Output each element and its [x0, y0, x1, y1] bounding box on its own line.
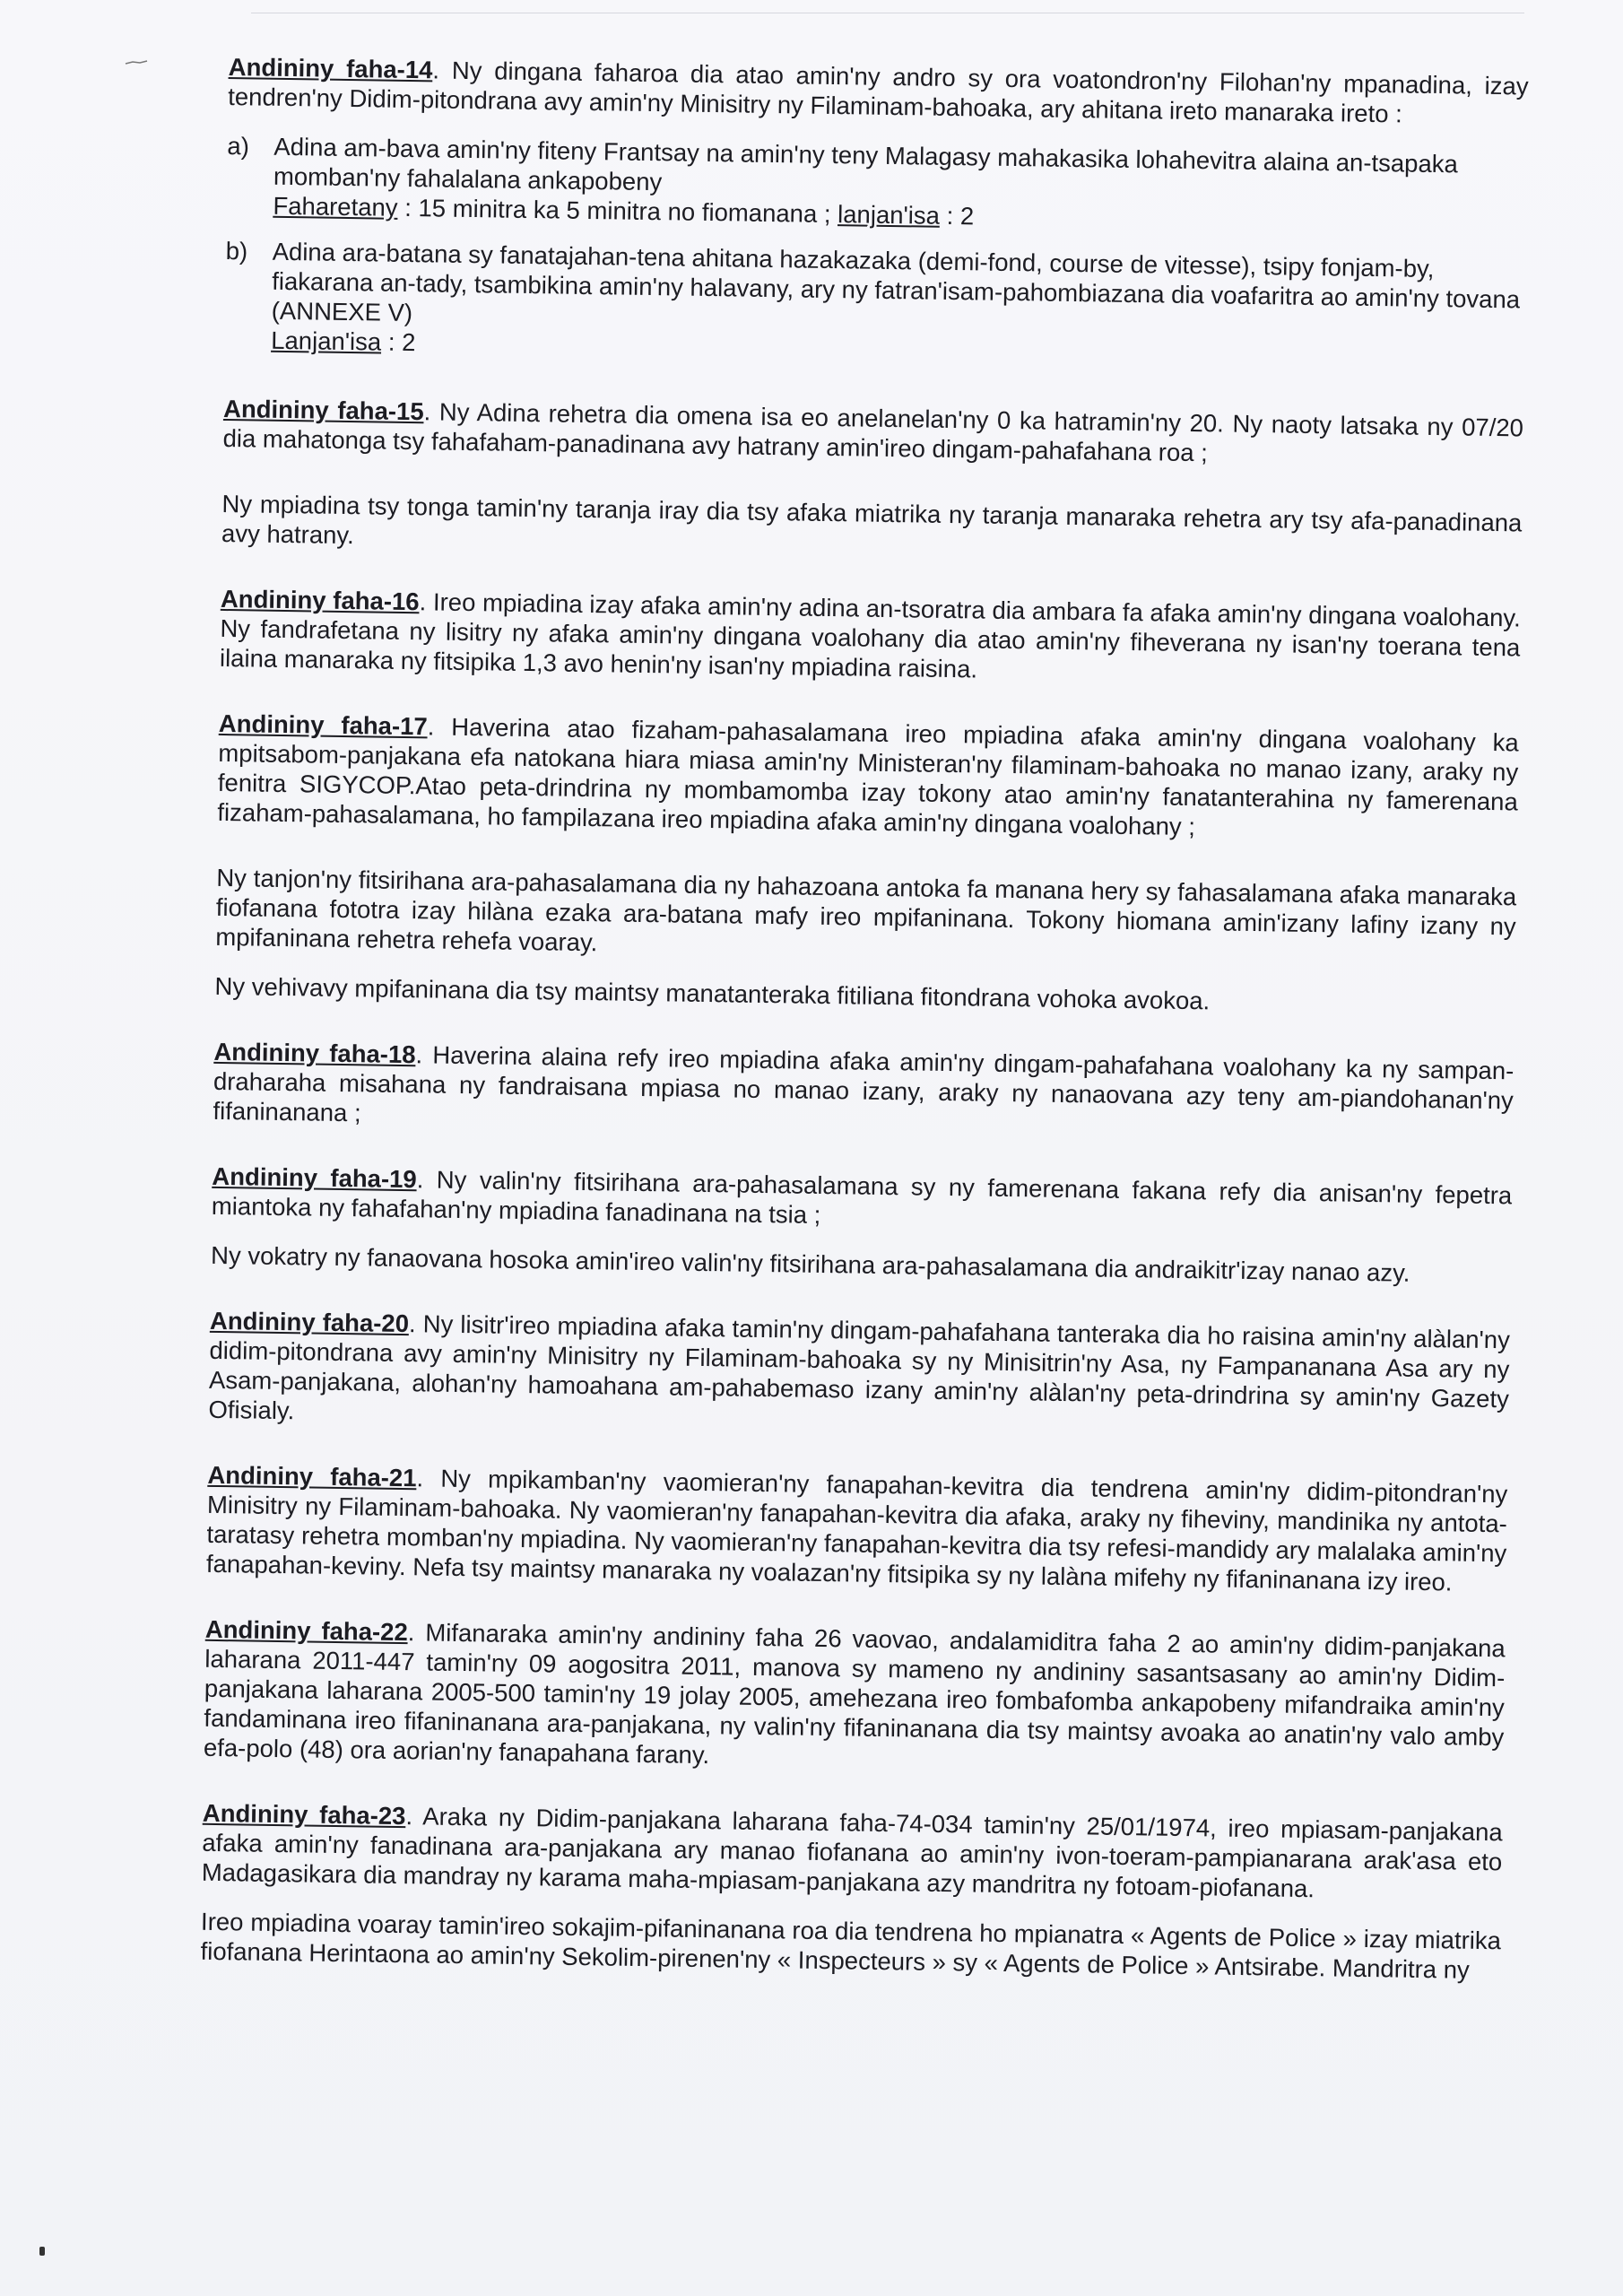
scan-speck-dot — [39, 2247, 45, 2256]
article-19: Andininy faha-19. Ny valin'ny fitsirihana ara-pahasalamana sy ny famerenana fakana refy dia anisan'ny fepetra miantoka ny fahafahan'ny mpiadina fanadinana na tsia ; — [211, 1161, 1513, 1229]
article-17-extra-1: Ny tanjon'ny fitsirihana ara-pahasalamana dia ny hahazoana antoka fa manana hery sy fahasalamana afaka manaraka fiofanana fototra izay hilàna ezaka ara-batana mafy ireo mpifaninana. Tokony hiomana amin'izany lafiny izany ny mpifaninana rehetra rehefa voaray. — [215, 863, 1517, 957]
article-23: Andininy faha-23. Araka ny Didim-panjakana laharana faha-74-034 tamin'ny 25/01/1974, ireo mpiasam-panjakana afaka amin'ny fanadinana ara-panjakana ary manao fiofanana ao amin'ny ivon-toeram-pampianarana arak'asa eto Madagasikara dia mandray ny karama maha-mpiasam-panjakana azy mandritra ny fotoam-piofanana. — [201, 1798, 1503, 1903]
article-17: Andininy faha-17. Haverina atao fizaham-pahasalamana ireo mpiadina afaka amin'ny dingana voalohany ka mpitsabom-panjakana efa natokana hiara miasa amin'ny Ministeran'ny filaminam-bahoaka no manao izany, araky ny fenitra SIGYCOP.Atao peta-drindrina ny mombamomba izay tokony atao amin'ny fanatanterahina ny famerenana fizaham-pahasalamana, ho fampilazana ireo mpiadina afaka amin'ny dingana voalohany ; — [217, 709, 1519, 841]
article-text: Mifanaraka amin'ny andininy faha 26 vaovao, andalamiditra faha 2 ao amin'ny didim-panjakana laharana 2011-447 tamin'ny 09 aogositra 2011, manova sy mameno ny andininy sasantsasany ao amin'ny Didim-panjakana laharana 2005-500 tamin'ny 19 jolay 2005, amehezana ireo fombafomba ankapobeny mifandraika amin'ny fandaminana ireo fifaninanana ara-panjakana, ny valin'ny fifaninanana dia tsy maintsy avoaka ao anatin'ny valo amby efa-polo (48) ora aorian'ny fanapahana farany. — [203, 1618, 1506, 1770]
article-text: Haverina alaina refy ireo mpiadina afaka amin'ny dingam-pahafahana voalohany ka ny sampan-draharaha misahana ny fandraisana mpiasa no manao izany, araky ny nanaovana azy teny am-piandohanan'ny fifaninanana ; — [213, 1040, 1515, 1127]
article-heading: Andininy faha-23 — [202, 1798, 406, 1831]
document-body — [200, 52, 1529, 2021]
list-item-a — [226, 131, 1527, 239]
article-text: Ny dingana faharoa dia atao amin'ny andro sy ora voatondron'ny Filohan'ny mpanadina, izay tendren'ny Didim-pitondrana avy amin'ny Minisitry ny Filaminam-bahoaka, ary ahitana ireto manaraka ireto : — [228, 56, 1529, 128]
list-item-text: Adina am-bava amin'ny fiteny Frantsay na amin'ny teny Malagasy mahakasika lohahevitra alaina an-tsapaka momban'ny fahalalana ankapobeny — [273, 132, 1459, 196]
article-heading: Andininy faha-15 — [222, 394, 424, 426]
article-19-extra: Ny vokatry ny fanaovana hosoka amin'ireo valin'ny fitsirihana ara-pahasalamana dia andraikitr'izay nanao azy. — [210, 1240, 1410, 1287]
list-item-note: Faharetany : 15 minitra ka 5 minitra no fiomanana ; lanjan'isa : 2 — [273, 191, 975, 230]
article-18: Andininy faha-18. Haverina alaina refy ireo mpiadina afaka amin'ny dingam-pahafahana voalohany ka ny sampan-draharaha misahana ny fandraisana mpiasa no manao izany, araky ny nanaovana azy teny am-piandohanan'ny fifaninanana ; — [213, 1037, 1515, 1127]
article-heading: Andininy faha-21 — [207, 1460, 417, 1492]
article-heading: Andininy faha-17 — [218, 709, 428, 741]
article-heading: Andininy faha-16 — [220, 584, 420, 616]
article-23-extra: Ireo mpiadina voaray tamin'ireo sokajim-pifaninanana roa dia tendrena ho mpianatra « Agents de Police » izay miatrika fiofanana Herintaona ao amin'ny Sekolim-pirenen'ny « Inspecteurs » sy « Agents de Police » Antsirabe. Mandritra ny — [200, 1907, 1502, 1984]
article-17-extra-2: Ny vehivavy mpifaninana dia tsy maintsy manatanteraka fitiliana fitondrana vohoka avokoa. — [214, 971, 1211, 1015]
scan-speck-mark — [124, 56, 149, 68]
article-heading: Andininy faha-20 — [209, 1306, 410, 1338]
article-heading: Andininy faha-19 — [212, 1161, 417, 1194]
article-text: Ny lisitr'ireo mpiadina afaka tamin'ny dingam-pahafahana tanteraka dia ho raisina amin'ny alàlan'ny didim-pitondrana avy amin'ny Minisitry ny Filaminam-bahoaka sy ny Minisitrin'ny Asa, ny Fampananana Asa ary ny Asam-panjakana, alohan'ny hamoahana am-pahabemaso izany amin'ny alàlan'ny peta-drindrina sy amin'ny Gazety Ofisialy. — [208, 1309, 1511, 1425]
list-marker: b) — [225, 236, 248, 265]
list-item-b — [224, 236, 1526, 373]
article-15: Andininy faha-15. Ny Adina rehetra dia omena isa eo anelanelan'ny 0 ka hatramin'ny 20. Ny naoty latsaka ny 07/20 dia mahatonga tsy fahafaham-panadinana avy hatrany amin'ireo dingam-pahafahana roa ; — [222, 394, 1524, 467]
article-15-extra: Ny mpiadina tsy tonga tamin'ny taranja iray dia tsy afaka miatrika ny taranja manaraka rehetra ary tsy afa-panadinana avy hatrany. — [221, 489, 1523, 550]
article-16: Andininy faha-16. Ireo mpiadina izay afaka amin'ny adina an-tsoratra dia ambara fa afaka amin'ny dingana voalohany. Ny fandrafetana ny lisitry ny afaka amin'ny dingana voalohany dia atao amin'ny fiheverana ny isan'ny toerana tena ilaina manaraka ny fitsipika 1,3 avo henin'ny isan'ny mpiadina raisina. — [219, 584, 1522, 683]
list-marker: a) — [227, 131, 250, 161]
list-item-note: Lanjan'isa : 2 — [271, 326, 416, 357]
article-heading: Andininy faha-18 — [213, 1037, 416, 1069]
article-text: Ny valin'ny fitsirihana ara-pahasalamana sy ny famerenana fakana refy dia anisan'ny fepetra miantoka ny fahafahan'ny mpiadina fanadinana na tsia ; — [211, 1165, 1513, 1229]
article-14: Andininy faha-14. Ny dingana faharoa dia atao amin'ny andro sy ora voatondron'ny Filohan'ny mpanadina, izay tendren'ny Didim-pitondrana avy amin'ny Minisitry ny Filaminam-bahoaka, ary ahitana ireto manaraka ireto : — [228, 52, 1529, 128]
article-heading: Andininy faha-22 — [204, 1614, 408, 1647]
article-22: Andininy faha-22. Mifanaraka amin'ny andininy faha 26 vaovao, andalamiditra faha 2 ao amin'ny didim-panjakana laharana 2011-447 tamin'ny 09 aogositra 2011, manova sy mameno ny andininy sasantsasany ao amin'ny Didim-panjakana laharana 2005-500 tamin'ny 19 jolay 2005, amehezana ireo fombafomba ankapobeny mifandraika amin'ny fandaminana ireo fifaninanana ara-panjakana, ny valin'ny fifaninanana dia tsy maintsy avoaka ao anatin'ny valo amby efa-polo (48) ora aorian'ny fanapahana farany. — [203, 1614, 1506, 1770]
article-text: Ny mpikamban'ny vaomieran'ny fanapahan-kevitra dia tendrena amin'ny didim-pitondran'ny Minisitry ny Filaminam-bahoaka. Ny vaomieran'ny fanapahan-kevitra dia afaka, araky ny fiheviny, mandinika ny antota-taratasy rehetra momban'ny mpiadina. Ny vaomieran'ny fanapahan-kevitra dia tsy refesi-mandidy ary malalaka amin'ny fanapahan-keviny. Nefa tsy maintsy manaraka ny voalazan'ny fitsipika sy ny lalàna mifehy ny fifaninanana izy ireo. — [205, 1464, 1508, 1596]
article-20: Andininy faha-20. Ny lisitr'ireo mpiadina afaka tamin'ny dingam-pahafahana tanteraka dia ho raisina amin'ny alàlan'ny didim-pitondrana avy amin'ny Minisitry ny Filaminam-bahoaka sy ny Minisitrin'ny Asa, ny Fampananana Asa ary ny Asam-panjakana, alohan'ny hamoahana am-pahabemaso izany amin'ny alàlan'ny peta-drindrina sy amin'ny Gazety Ofisialy. — [208, 1306, 1511, 1425]
article-text: Haverina atao fizaham-pahasalamana ireo mpiadina afaka amin'ny dingana voalohany ka mpitsabom-panjakana efa natokana hiara miasa amin'ny Ministeran'ny filaminam-bahoaka no manao izany, araky ny fenitra SIGYCOP.Atao peta-drindrina ny mombamomba izay tokony atao amin'ny fanatanterahina ny famerenana fizaham-pahasalamana, ho fampilazana ireo mpiadina afaka amin'ny dingana voalohany ; — [217, 712, 1519, 841]
article-21: Andininy faha-21. Ny mpikamban'ny vaomieran'ny fanapahan-kevitra dia tendrena amin'ny didim-pitondran'ny Minisitry ny Filaminam-bahoaka. Ny vaomieran'ny fanapahan-kevitra dia afaka, araky ny fiheviny, mandinika ny antota-taratasy rehetra momban'ny mpiadina. Ny vaomieran'ny fanapahan-kevitra dia tsy refesi-mandidy ary malalaka amin'ny fanapahan-keviny. Nefa tsy maintsy manaraka ny voalazan'ny fitsipika sy ny lalàna mifehy ny fifaninanana izy ireo. — [205, 1460, 1508, 1596]
list-item-text: Adina ara-batana sy fanatajahan-tena ahitana hazakazaka (demi-fond, course de vitesse), tsipy fonjam-by, fiakarana an-tady, tsambikina amin'ny halavany, ary ny fatran'isam-pahombiazana dia voafaritra ao amin'ny tovana (ANNEXE V) — [271, 237, 1521, 327]
article-heading: Andininy faha-14 — [228, 52, 433, 84]
article-text: Araka ny Didim-panjakana laharana faha-74-034 tamin'ny 25/01/1974, ireo mpiasam-panjakana afaka amin'ny fanadinana ara-panjakana ary manao fiofanana ao amin'ny ivon-toeram-pampianarana arak'asa eto Madagasikara dia mandray ny karama maha-mpiasam-panjakana azy mandritra ny fotoam-piofanana. — [201, 1802, 1503, 1903]
article-text: Ireo mpiadina izay afaka amin'ny adina an-tsoratra dia ambara fa afaka amin'ny dingana voalohany. Ny fandrafetana ny lisitry ny afaka amin'ny dingana voalohany dia atao amin'ny fiheverana ny isan'ny toerana tena ilaina manaraka ny fitsipika 1,3 avo henin'ny isan'ny mpiadina raisina. — [219, 587, 1522, 683]
article-text: Ny Adina rehetra dia omena isa eo anelanelan'ny 0 ka hatramin'ny 20. Ny naoty latsaka ny 07/20 dia mahatonga tsy fahafaham-panadinana avy hatrany amin'ireo dingam-pahafahana roa ; — [222, 397, 1524, 467]
